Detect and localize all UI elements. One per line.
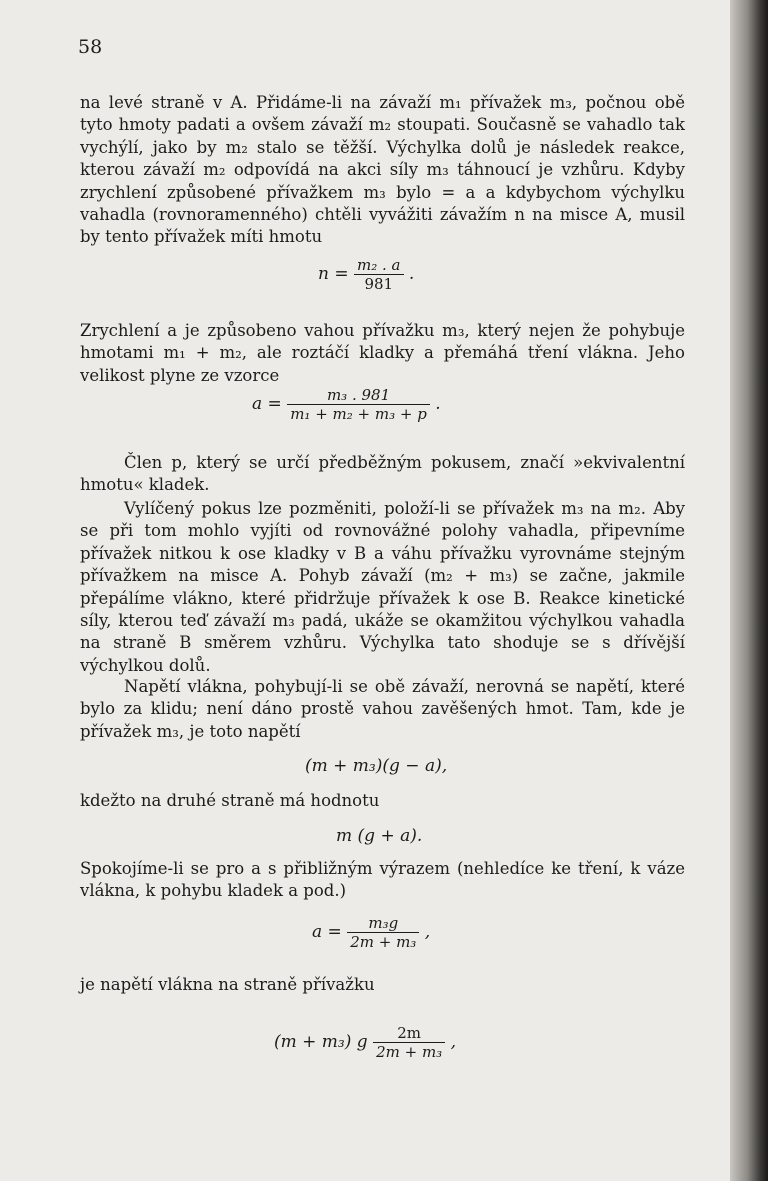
paragraph-1: na levé straně v A. Přidáme-li na závaží m₁ přívažek m₃, počnou obě tyto hmoty padati a ovšem závaží m₂ stoupati. Současně se vahadlo tak vychýlí, jako by m₂ stalo se těžší. Výchylka dolů je následek reakce, kterou závaží m₂ odpovídá na akci síly m₃ táhnoucí je vzhůru. Kdyby zrychlení způsobené přívažkem m₃ bylo = a a kdybychom výchylku vahadla (rovnoramenného) chtěli vyvážiti závažím n na misce A, musil by tento přívažek míti hmotu	[80, 93, 685, 247]
paragraph-4: Vylíčený pokus lze pozměniti, položí-li se přívažek m₃ na m₂. Aby se při tom mohlo vyjíti od rovnovážné polohy vahadla, připevníme přívažek nitkou k ose kladky v B a váhu přívažku vyrovnáme stejným přívažkem na misce A. Pohyb závaží (m₂ + m₃) se začne, jakmile přepálíme vlákno, které přidržuje přívažek k ose B. Reakce kinetické síly, kterou teď závaží m₃ padá, ukáže se okamžitou výchylkou vahadla na straně B směrem vzhůru. Výchylka tato shoduje se s dřívější výchylkou dolů.	[80, 499, 685, 675]
book-spine-shadow	[730, 0, 768, 1181]
paragraph-6: kdežto na druhé straně má hodnotu	[80, 791, 380, 810]
formula-a-approx: a = $\frac{\text{m₃g}}{\text{2m + m₃}}$ ,	[312, 914, 431, 951]
formula-tension-2: m (g + a).	[336, 826, 423, 846]
formula-a: a = $\frac{\text{m₃ . 981}}{\text{m₁ + m₂ + m₃ + p}}$ .	[252, 386, 441, 423]
paragraph-5: Napětí vlákna, pohybují-li se obě závaží, nerovná se napětí, které bylo za klidu; není dáno prostě vahou zavěšených hmot. Tam, kde je přívažek m₃, je toto napětí	[80, 677, 685, 741]
formula-tension-3: (m + m₃) g $\frac{2m}{\text{2m + m₃}}$ ,	[274, 1024, 456, 1061]
formula-n: n = $\frac{\text{m₂ . a}}{981}$ .	[318, 256, 415, 293]
paragraph-2: Zrychlení a je způsobeno vahou přívažku m₃, který nejen že pohybuje hmotami m₁ + m₂, ale roztáčí kladky a přemáhá tření vlákna. Jeho velikost plyne ze vzorce	[80, 321, 685, 385]
formula-tension-1: (m + m₃)(g − a),	[305, 756, 448, 776]
page-number: 58	[78, 36, 103, 58]
paragraph-7: Spokojíme-li se pro a s přibližným výrazem (nehledíce ke tření, k váze vlákna, k pohybu kladek a pod.)	[80, 859, 685, 901]
paragraph-8: je napětí vlákna na straně přívažku	[80, 975, 375, 994]
paragraph-3: Člen p, který se určí předběžným pokusem, značí »ekvivalentní hmotu« kladek.	[80, 453, 685, 495]
